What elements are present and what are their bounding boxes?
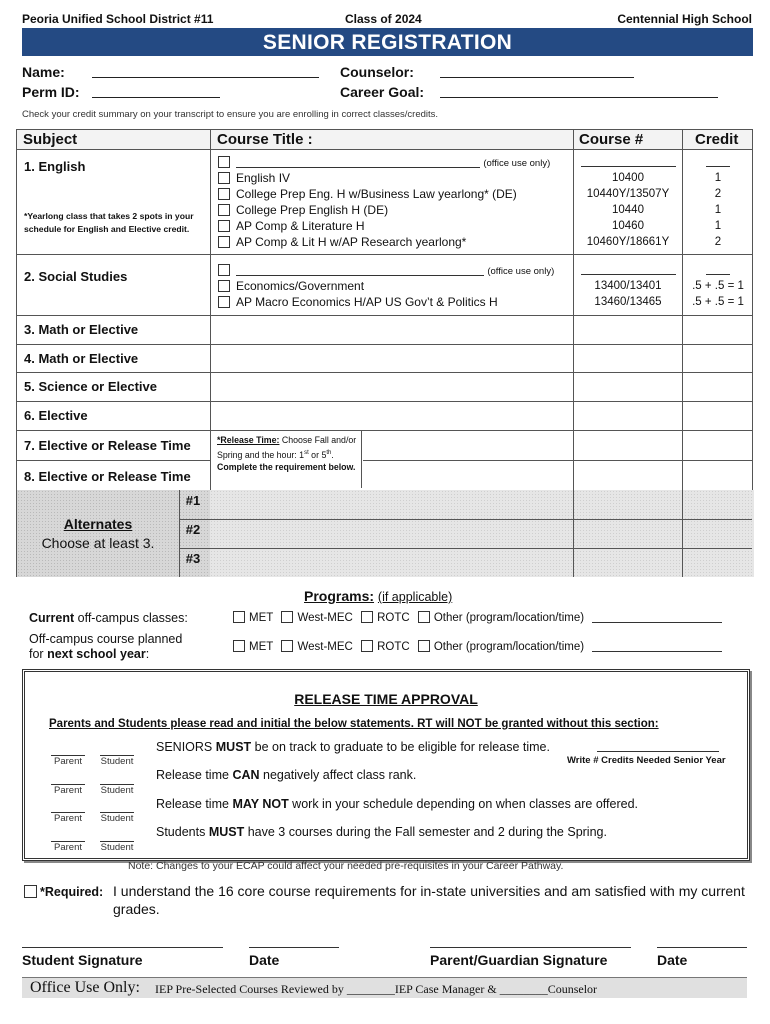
- social-other-input[interactable]: [236, 275, 484, 276]
- counselor-field[interactable]: [440, 77, 634, 78]
- course-checkbox[interactable]: [218, 280, 230, 292]
- parent-signature-line[interactable]: [430, 947, 631, 948]
- district-name: Peoria Unified School District #11: [22, 12, 214, 26]
- release-statement: SENIORS MUST be on track to graduate to be eligible for release time.: [156, 740, 550, 754]
- course-option: [218, 294, 498, 310]
- social-other-credit-input[interactable]: [706, 274, 730, 275]
- course-credit: 2: [714, 236, 722, 248]
- student-signature-label: Student Signature: [22, 952, 143, 968]
- english-other-checkbox[interactable]: [218, 156, 230, 168]
- form-title-banner: SENIOR REGISTRATION: [22, 28, 753, 56]
- perm-id-field[interactable]: [92, 97, 220, 98]
- office-use-text: IEP Pre-Selected Courses Reviewed by ________IEP Case Manager & ________Counselor: [155, 982, 598, 996]
- school-name: Centennial High School: [617, 12, 752, 26]
- course-number: 13460/13465: [594, 296, 662, 308]
- course-number: 10460: [612, 220, 644, 232]
- parent-signature-label: Parent/Guardian Signature: [430, 952, 608, 968]
- row-label-elective: 6. Elective: [24, 408, 88, 423]
- course-number: 10440: [612, 204, 644, 216]
- course-option: [218, 186, 517, 202]
- course-number: 10440Y/13507Y: [586, 188, 670, 200]
- alternate-number: #2: [185, 522, 201, 537]
- course-title: College Prep Eng. H w/Business Law yearlong* (DE): [236, 187, 517, 201]
- english-other-credit-input[interactable]: [706, 166, 730, 167]
- student-initial[interactable]: Student: [100, 842, 134, 853]
- course-checkbox[interactable]: [218, 188, 230, 200]
- course-table: [16, 129, 753, 577]
- programs-subtitle: (if applicable): [377, 590, 453, 604]
- parent-initial[interactable]: Parent: [51, 841, 85, 853]
- planned-offcampus-label: Off-campus course planned for next school year:: [29, 632, 183, 661]
- career-goal-field[interactable]: [440, 97, 718, 98]
- social-other-course-row: [218, 262, 554, 278]
- release-statement: Release time MAY NOT work in your schedule depending on when classes are offered.: [156, 797, 638, 811]
- course-option: [218, 218, 365, 234]
- other-checkbox[interactable]: [418, 640, 430, 652]
- row-label-math-1: 3. Math or Elective: [24, 322, 139, 337]
- parent-date-label: Date: [657, 952, 688, 968]
- course-option: [218, 278, 364, 294]
- required-acknowledgement: [24, 882, 745, 917]
- course-credit: 2: [714, 188, 722, 200]
- row-label-math-2: 4. Math or Elective: [24, 351, 139, 366]
- student-date-line[interactable]: [249, 947, 339, 948]
- met-checkbox[interactable]: [233, 611, 245, 623]
- planned-program-options: MET West-MEC ROTC Other (program/location/time): [233, 640, 722, 653]
- course-entry-cells[interactable]: [210, 316, 573, 430]
- credits-needed-input[interactable]: [597, 751, 719, 752]
- credit-header: Credit: [695, 131, 739, 148]
- name-field[interactable]: [92, 77, 319, 78]
- perm-id-label: Perm ID:: [22, 84, 80, 100]
- office-use-label: (office use only): [483, 158, 551, 169]
- course-title: AP Comp & Literature H: [236, 219, 365, 233]
- office-use-only-label: Office Use Only:: [30, 979, 140, 996]
- current-offcampus-label: Current off-campus classes:: [29, 611, 188, 625]
- course-credit: 1: [714, 172, 722, 184]
- class-year: Class of 2024: [345, 12, 422, 26]
- student-date-label: Date: [249, 952, 280, 968]
- course-checkbox[interactable]: [218, 204, 230, 216]
- row-label-release-7: 7. Elective or Release Time: [24, 438, 191, 453]
- course-number: 10400: [612, 172, 644, 184]
- name-label: Name:: [22, 64, 65, 80]
- office-use-label: (office use only): [487, 266, 555, 277]
- english-subject-label: 1. English: [24, 159, 86, 174]
- english-other-number-input[interactable]: [581, 166, 676, 167]
- parent-date-line[interactable]: [657, 947, 747, 948]
- required-label: *Required:: [40, 885, 104, 899]
- course-checkbox[interactable]: [218, 296, 230, 308]
- alternates-title: Alternates: [63, 516, 133, 532]
- social-other-number-input[interactable]: [581, 274, 676, 275]
- release-statement: Students MUST have 3 courses during the Fall semester and 2 during the Spring.: [156, 825, 607, 839]
- course-credit: 1: [714, 204, 722, 216]
- career-goal-label: Career Goal:: [340, 84, 425, 100]
- student-signature-line[interactable]: [22, 947, 223, 948]
- course-option: [218, 170, 290, 186]
- required-text: I understand the 16 core course requirements for in-state universities and am satisfied with my current grades.: [113, 883, 745, 917]
- rotc-checkbox[interactable]: [361, 611, 373, 623]
- course-number: 10460Y/18661Y: [586, 236, 670, 248]
- other-program-input[interactable]: [592, 622, 722, 623]
- student-initial[interactable]: Student: [100, 785, 134, 796]
- release-time-title: RELEASE TIME APPROVAL: [294, 691, 478, 707]
- yearlong-note: *Yearlong class that takes 2 spots in your schedule for English and Elective credit.: [24, 211, 194, 234]
- alternates-entry-area[interactable]: [210, 490, 754, 577]
- course-credit: .5 + .5 = 1: [692, 280, 744, 292]
- english-other-course-row: [218, 154, 550, 170]
- course-title-header: Course Title :: [217, 131, 313, 148]
- alternate-number: #3: [185, 551, 201, 566]
- course-title: Economics/Government: [236, 279, 365, 293]
- course-credit: .5 + .5 = 1: [692, 296, 744, 308]
- met-checkbox[interactable]: [233, 640, 245, 652]
- subject-header: Subject: [23, 131, 78, 148]
- english-other-input[interactable]: [236, 167, 480, 168]
- course-checkbox[interactable]: [218, 236, 230, 248]
- current-program-options: MET West-MEC ROTC Other (program/location/time): [233, 611, 722, 624]
- parent-initial[interactable]: Parent: [51, 812, 85, 824]
- other-program-input[interactable]: [592, 651, 722, 652]
- social-other-checkbox[interactable]: [218, 264, 230, 276]
- course-number: 13400/13401: [594, 280, 662, 292]
- office-use-bar: [22, 977, 747, 998]
- release-statement: Release time CAN negatively affect class rank.: [156, 768, 417, 782]
- student-initial[interactable]: Student: [100, 813, 134, 824]
- course-title: AP Macro Economics H/AP US Gov’t & Politics H: [236, 295, 498, 309]
- course-credit: 1: [714, 220, 722, 232]
- west-mec-checkbox[interactable]: [281, 640, 293, 652]
- credit-summary-note: Check your credit summary on your transcript to ensure you are enrolling in correct classes/credits.: [22, 109, 439, 120]
- row-label-release-8: 8. Elective or Release Time: [24, 469, 191, 484]
- credits-needed-label: Write # Credits Needed Senior Year: [567, 755, 726, 766]
- parent-initial[interactable]: Parent: [51, 755, 85, 767]
- release-time-label: *Release Time:: [217, 435, 280, 445]
- required-checkbox[interactable]: [24, 885, 37, 898]
- release-time-approval-box: [22, 669, 750, 861]
- other-checkbox[interactable]: [418, 611, 430, 623]
- page-header: [22, 12, 752, 26]
- course-checkbox[interactable]: [218, 172, 230, 184]
- social-studies-subject-label: 2. Social Studies: [24, 269, 128, 284]
- counselor-label: Counselor:: [340, 64, 414, 80]
- course-title: College Prep English H (DE): [236, 203, 389, 217]
- course-title: AP Comp & Lit H w/AP Research yearlong*: [236, 235, 467, 249]
- course-option: [218, 234, 466, 250]
- west-mec-checkbox[interactable]: [281, 611, 293, 623]
- programs-title: Programs: (if applicable): [304, 588, 453, 604]
- course-number-header: Course #: [579, 131, 644, 148]
- course-checkbox[interactable]: [218, 220, 230, 232]
- row-label-science: 5. Science or Elective: [24, 379, 157, 394]
- parent-initial[interactable]: Parent: [51, 784, 85, 796]
- alternate-number: #1: [185, 493, 201, 508]
- course-option: [218, 202, 388, 218]
- alternates-cell: [17, 490, 210, 577]
- rotc-checkbox[interactable]: [361, 640, 373, 652]
- course-title: English IV: [236, 171, 291, 185]
- student-initial[interactable]: Student: [100, 756, 134, 767]
- release-instructions: Parents and Students please read and initial the below statements. RT will NOT be granted without this section:: [49, 718, 659, 730]
- alternates-subtitle: Choose at least 3.: [41, 535, 155, 551]
- release-time-note: *Release Time: Choose Fall and/or Spring and the hour: 1st or 5th. Complete the requirement below.: [217, 431, 362, 488]
- ecap-note: Note: Changes to your ECAP could affect your needed pre-requisites in your Career Pathway.: [128, 860, 564, 872]
